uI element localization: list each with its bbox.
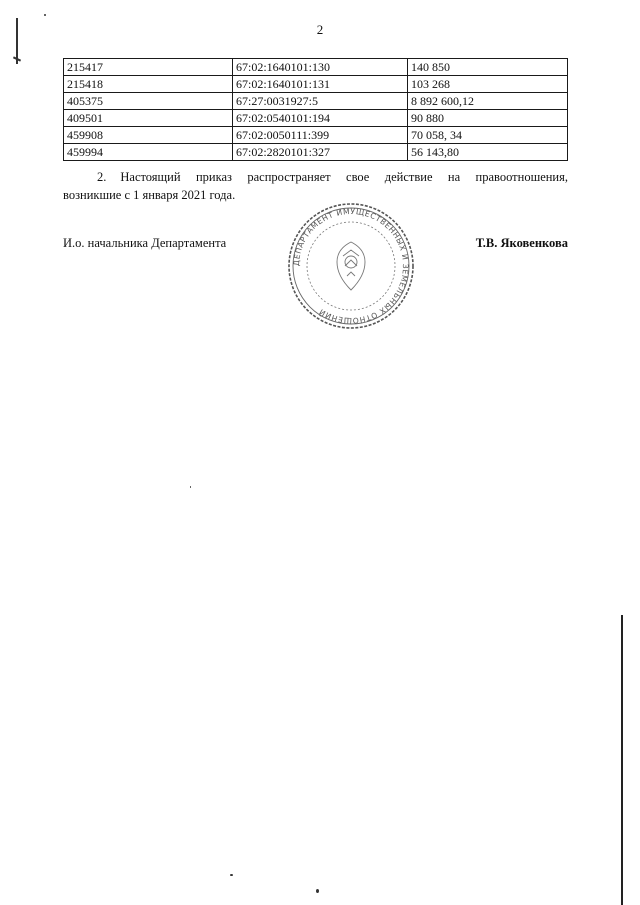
scan-speck bbox=[316, 889, 319, 893]
table-row bbox=[64, 144, 568, 161]
cadastral-value-cell: 70 058, 34 bbox=[408, 127, 568, 144]
scan-speck bbox=[44, 14, 46, 16]
svg-text:ДЕПАРТАМЕНТ ИМУЩЕСТВЕННЫХ И ЗЕ bbox=[292, 207, 410, 325]
table-row bbox=[64, 76, 568, 93]
cadastral-number-cell: 67:02:1640101:130 bbox=[233, 59, 408, 76]
clause-2 bbox=[63, 168, 568, 204]
object-id-cell: 405375 bbox=[64, 93, 233, 110]
object-id-cell: 459994 bbox=[64, 144, 233, 161]
clause-first-line bbox=[63, 168, 568, 186]
seal-ring-text: ДЕПАРТАМЕНТ ИМУЩЕСТВЕННЫХ И ЗЕМЕЛЬНЫХ ОТНОШЕНИЙ bbox=[291, 206, 411, 326]
margin-mark-right bbox=[621, 615, 623, 905]
cadastral-value-cell: 140 850 bbox=[408, 59, 568, 76]
object-id-cell: 215418 bbox=[64, 76, 233, 93]
scan-speck bbox=[230, 874, 233, 876]
cadastral-value-cell: 103 268 bbox=[408, 76, 568, 93]
object-id-cell: 215417 bbox=[64, 59, 233, 76]
cadastral-number-cell: 67:02:0540101:194 bbox=[233, 110, 408, 127]
official-seal bbox=[285, 200, 417, 332]
page-number: 2 bbox=[316, 22, 324, 37]
cadastral-value-cell: 90 880 bbox=[408, 110, 568, 127]
scan-speck bbox=[190, 486, 191, 488]
table-row bbox=[64, 93, 568, 110]
cadastral-number-cell: 67:27:0031927:5 bbox=[233, 93, 408, 110]
table-row bbox=[64, 110, 568, 127]
clause-text-line2: возникшие с 1 января 2021 года. bbox=[63, 188, 236, 202]
clause-number: 2. bbox=[97, 170, 107, 184]
cadastral-number-cell: 67:02:2820101:327 bbox=[233, 144, 408, 161]
cadastral-value-table bbox=[63, 58, 568, 161]
cadastral-number-cell: 67:02:1640101:131 bbox=[233, 76, 408, 93]
clause-text-line1: Настоящий приказ распространяет свое действие на правоотношения, bbox=[120, 170, 568, 184]
object-id-cell: 459908 bbox=[64, 127, 233, 144]
cadastral-value-cell: 8 892 600,12 bbox=[408, 93, 568, 110]
cadastral-number-cell: 67:02:0050111:399 bbox=[233, 127, 408, 144]
table-row bbox=[64, 59, 568, 76]
signatory-name: Т.В. Яковенкова bbox=[475, 236, 568, 250]
seal-emblem bbox=[337, 242, 365, 290]
signatory-position: И.о. начальника Департамента bbox=[63, 236, 227, 250]
object-id-cell: 409501 bbox=[64, 110, 233, 127]
cadastral-value-cell: 56 143,80 bbox=[408, 144, 568, 161]
table-row bbox=[64, 127, 568, 144]
